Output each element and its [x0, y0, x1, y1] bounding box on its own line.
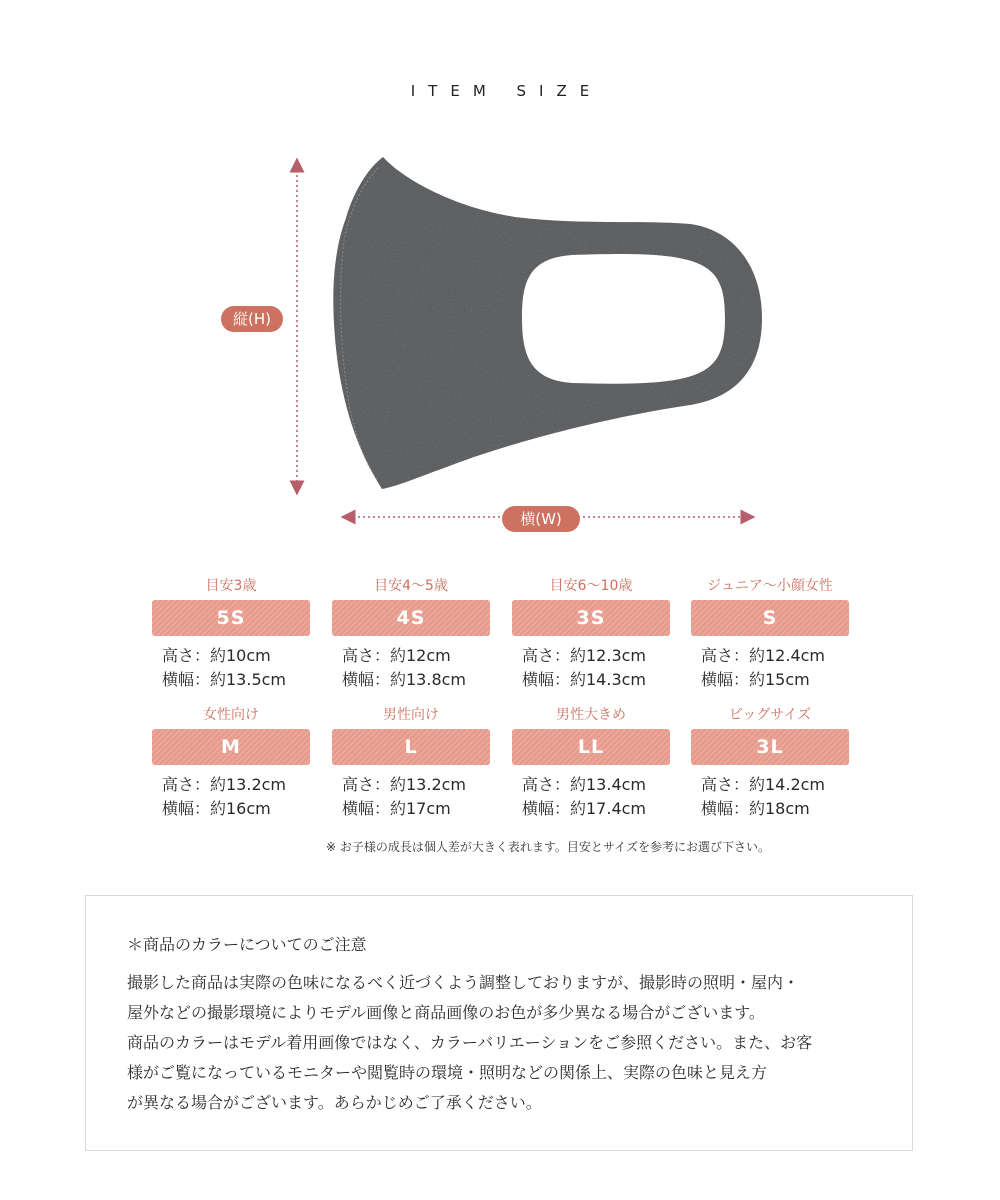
- caution-body: [127, 968, 877, 1118]
- size-width: 横幅：約17cm: [342, 799, 451, 818]
- size-card-5s: [152, 576, 310, 692]
- size-height: 高さ：約12.4cm: [701, 646, 826, 665]
- height-label: 縦(H): [221, 306, 283, 332]
- size-width: 横幅：約16cm: [162, 799, 271, 818]
- caution-line: 商品のカラーはモデル着用画像ではなく、カラーバリエーションをご参照ください。また、お客: [127, 1033, 813, 1052]
- size-measurements: [512, 644, 670, 692]
- size-badge: L: [332, 729, 490, 765]
- size-card-s: [691, 576, 849, 692]
- size-width: 横幅：約18cm: [701, 799, 810, 818]
- caution-line: 様がご覧になっているモニターや閲覧時の環境・照明などの関係上、実際の色味と見え方: [127, 1063, 768, 1082]
- size-card-l: [332, 705, 490, 821]
- caution-line: 屋外などの撮影環境によりモデル画像と商品画像のお色が多少異なる場合がございます。: [127, 1003, 765, 1022]
- page-title: ITEM SIZE: [410, 82, 603, 100]
- size-width: 横幅：約14.3cm: [522, 670, 647, 689]
- size-description: 目安3歳: [205, 578, 257, 594]
- size-height: 高さ：約14.2cm: [701, 775, 826, 794]
- size-badge: 4S: [332, 600, 490, 636]
- size-height: 高さ：約13.4cm: [522, 775, 647, 794]
- size-measurements: [332, 773, 490, 821]
- size-card-3s: [512, 576, 670, 692]
- size-height: 高さ：約10cm: [162, 646, 271, 665]
- size-badge: LL: [512, 729, 670, 765]
- size-description: 女性向け: [203, 707, 259, 723]
- mask-shape: [333, 157, 762, 489]
- mask-illustration: [0, 0, 1000, 560]
- caution-line: 撮影した商品は実際の色味になるべく近づくよう調整しておりますが、撮影時の照明・屋内・: [127, 973, 800, 992]
- size-badge: 3L: [691, 729, 849, 765]
- size-measurements: [152, 773, 310, 821]
- size-description: 目安6～10歳: [549, 578, 633, 594]
- size-width: 横幅：約15cm: [701, 670, 810, 689]
- size-card-3l: [691, 705, 849, 821]
- size-width: 横幅：約13.8cm: [342, 670, 467, 689]
- size-badge: 3S: [512, 600, 670, 636]
- caution-heading: ＊商品のカラーについてのご注意: [127, 935, 367, 954]
- size-height: 高さ：約13.2cm: [162, 775, 287, 794]
- size-card-4s: [332, 576, 490, 692]
- size-measurements: [152, 644, 310, 692]
- size-badge: 5S: [152, 600, 310, 636]
- size-measurements: [691, 773, 849, 821]
- size-measurements: [332, 644, 490, 692]
- size-description: 男性大きめ: [556, 707, 626, 723]
- size-width: 横幅：約13.5cm: [162, 670, 287, 689]
- size-height: 高さ：約13.2cm: [342, 775, 467, 794]
- size-measurements: [691, 644, 849, 692]
- color-caution-box: [85, 895, 913, 1151]
- size-card-ll: [512, 705, 670, 821]
- size-badge: M: [152, 729, 310, 765]
- size-description: ジュニア～小顔女性: [707, 578, 833, 594]
- width-label: 横(W): [502, 506, 580, 532]
- size-height: 高さ：約12.3cm: [522, 646, 647, 665]
- size-note: ※ お子様の成長は個人差が大きく表れます。目安とサイズを参考にお選び下さい。: [326, 840, 770, 854]
- size-height: 高さ：約12cm: [342, 646, 451, 665]
- size-card-m: [152, 705, 310, 821]
- size-badge: S: [691, 600, 849, 636]
- size-width: 横幅：約17.4cm: [522, 799, 647, 818]
- size-description: ビッグサイズ: [728, 707, 812, 723]
- caution-line: が異なる場合がございます。あらかじめご了承ください。: [127, 1093, 542, 1112]
- size-measurements: [512, 773, 670, 821]
- size-description: 目安4～5歳: [374, 578, 448, 594]
- size-description: 男性向け: [383, 707, 439, 723]
